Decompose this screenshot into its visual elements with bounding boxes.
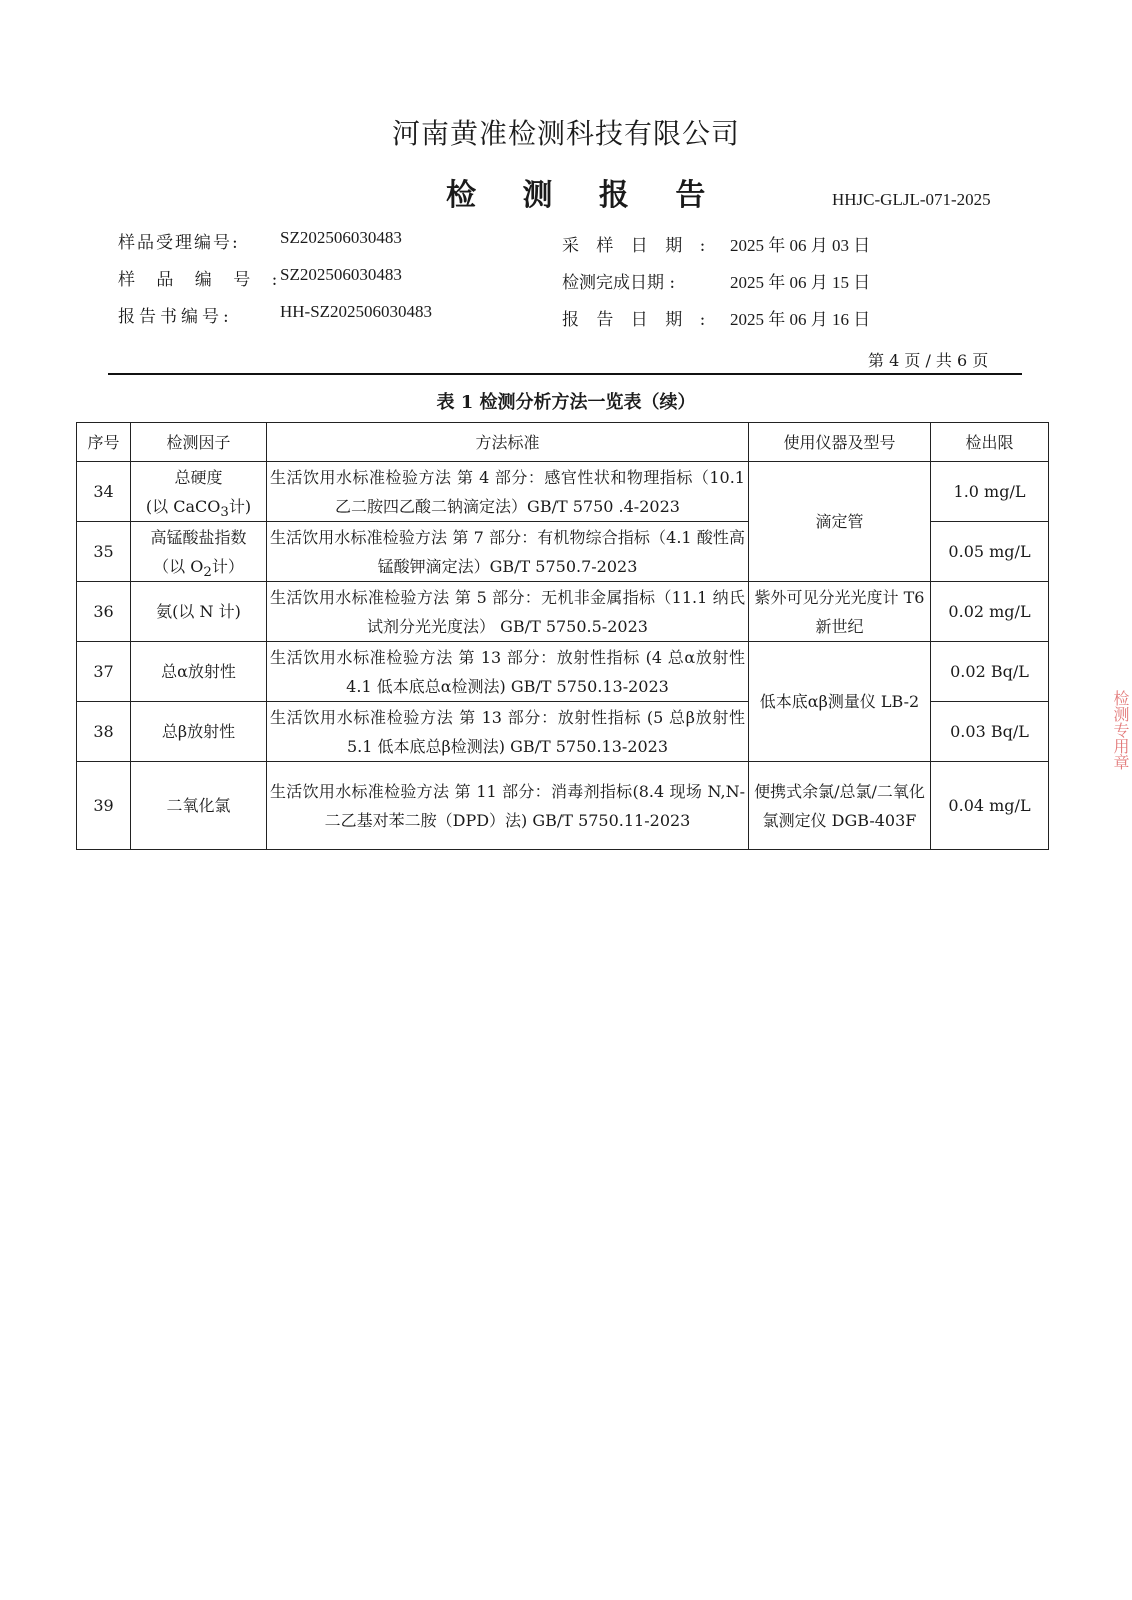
methods-table <box>76 422 1049 850</box>
row-limit: 0.02 Bq/L <box>931 642 1049 702</box>
col-header-limit: 检出限 <box>931 423 1049 462</box>
row-instrument: 低本底αβ测量仪 LB-2 <box>749 642 931 762</box>
row-factor: 总α放射性 <box>131 642 267 702</box>
table-row <box>77 462 1049 522</box>
row-factor <box>131 462 267 522</box>
factor-basis: (以 CaCO$_3$计) <box>145 496 252 520</box>
factor-name: 总硬度 <box>174 467 223 487</box>
report-title: 检 测 报 告 <box>446 178 724 213</box>
info-value-sample-no: SZ202506030483 <box>280 265 402 284</box>
info-value-sampling-date: 2025 年 06 月 03 日 <box>730 236 871 255</box>
info-label-sample-no: 样 品 编 号 : <box>118 270 286 290</box>
row-no: 35 <box>77 522 131 582</box>
row-limit: 0.02 mg/L <box>931 582 1049 642</box>
row-limit: 0.04 mg/L <box>931 762 1049 850</box>
row-limit: 1.0 mg/L <box>931 462 1049 522</box>
col-header-instrument: 使用仪器及型号 <box>749 423 931 462</box>
row-factor <box>131 522 267 582</box>
row-method: 生活饮用水标准检验方法 第 4 部分：感官性状和物理指标（10.1 乙二胺四乙酸二钠滴定法）GB/T 5750 .4-2023 <box>267 462 749 522</box>
row-instrument: 便携式余氯/总氯/二氧化氯测定仪 DGB-403F <box>749 762 931 850</box>
row-instrument: 紫外可见分光光度计 T6 新世纪 <box>749 582 931 642</box>
row-no: 36 <box>77 582 131 642</box>
row-method: 生活饮用水标准检验方法 第 13 部分：放射性指标 (5 总β放射性 5.1 低本底总β检测法) GB/T 5750.13-2023 <box>267 702 749 762</box>
row-method: 生活饮用水标准检验方法 第 11 部分：消毒剂指标(8.4 现场 N,N-二乙基对苯二胺（DPD）法) GB/T 5750.11-2023 <box>267 762 749 850</box>
row-no: 34 <box>77 462 131 522</box>
factor-name: 高锰酸盐指数 <box>150 527 247 547</box>
info-value-completion-date: 2025 年 06 月 15 日 <box>730 273 871 292</box>
report-code: HHJC-GLJL-071-2025 <box>832 190 991 209</box>
row-no: 37 <box>77 642 131 702</box>
row-factor: 二氧化氯 <box>131 762 267 850</box>
row-limit: 0.05 mg/L <box>931 522 1049 582</box>
info-value-report-date: 2025 年 06 月 16 日 <box>730 310 871 329</box>
row-method: 生活饮用水标准检验方法 第 13 部分：放射性指标 (4 总α放射性 4.1 低本底总α检测法) GB/T 5750.13-2023 <box>267 642 749 702</box>
row-limit: 0.03 Bq/L <box>931 702 1049 762</box>
info-label-sampling-date: 采 样 日 期 : <box>562 236 712 256</box>
info-label-completion-date: 检测完成日期 : <box>562 273 676 293</box>
col-header-no: 序号 <box>77 423 131 462</box>
seal-stamp-fragment: 检测专用章 <box>1111 690 1130 770</box>
company-name: 河南黄准检测科技有限公司 <box>391 117 740 150</box>
table-row <box>77 642 1049 702</box>
row-no: 38 <box>77 702 131 762</box>
table-caption: 表 1 检测分析方法一览表（续） <box>436 392 696 413</box>
header-divider <box>108 373 1022 375</box>
row-method: 生活饮用水标准检验方法 第 7 部分：有机物综合指标（4.1 酸性高锰酸钾滴定法）GB/T 5750.7-2023 <box>267 522 749 582</box>
table-row <box>77 582 1049 642</box>
page-indicator: 第 4 页 / 共 6 页 <box>868 351 989 370</box>
row-factor: 氨(以 N 计) <box>131 582 267 642</box>
info-label-report-no: 报告书编号: <box>118 307 233 327</box>
table-row <box>77 762 1049 850</box>
info-value-acceptance-no: SZ202506030483 <box>280 228 402 247</box>
row-factor: 总β放射性 <box>131 702 267 762</box>
row-no: 39 <box>77 762 131 850</box>
row-instrument: 滴定管 <box>749 462 931 582</box>
col-header-factor: 检测因子 <box>131 423 267 462</box>
col-header-method: 方法标准 <box>267 423 749 462</box>
info-value-report-no: HH-SZ202506030483 <box>280 302 433 321</box>
info-label-report-date: 报 告 日 期 : <box>562 310 712 330</box>
factor-basis: （以 $O_2$计） <box>153 556 244 580</box>
table-header-row <box>77 423 1049 462</box>
info-label-acceptance-no: 样品受理编号: <box>118 233 240 253</box>
row-method: 生活饮用水标准检验方法 第 5 部分：无机非金属指标（11.1 纳氏试剂分光光度法） GB/T 5750.5-2023 <box>267 582 749 642</box>
